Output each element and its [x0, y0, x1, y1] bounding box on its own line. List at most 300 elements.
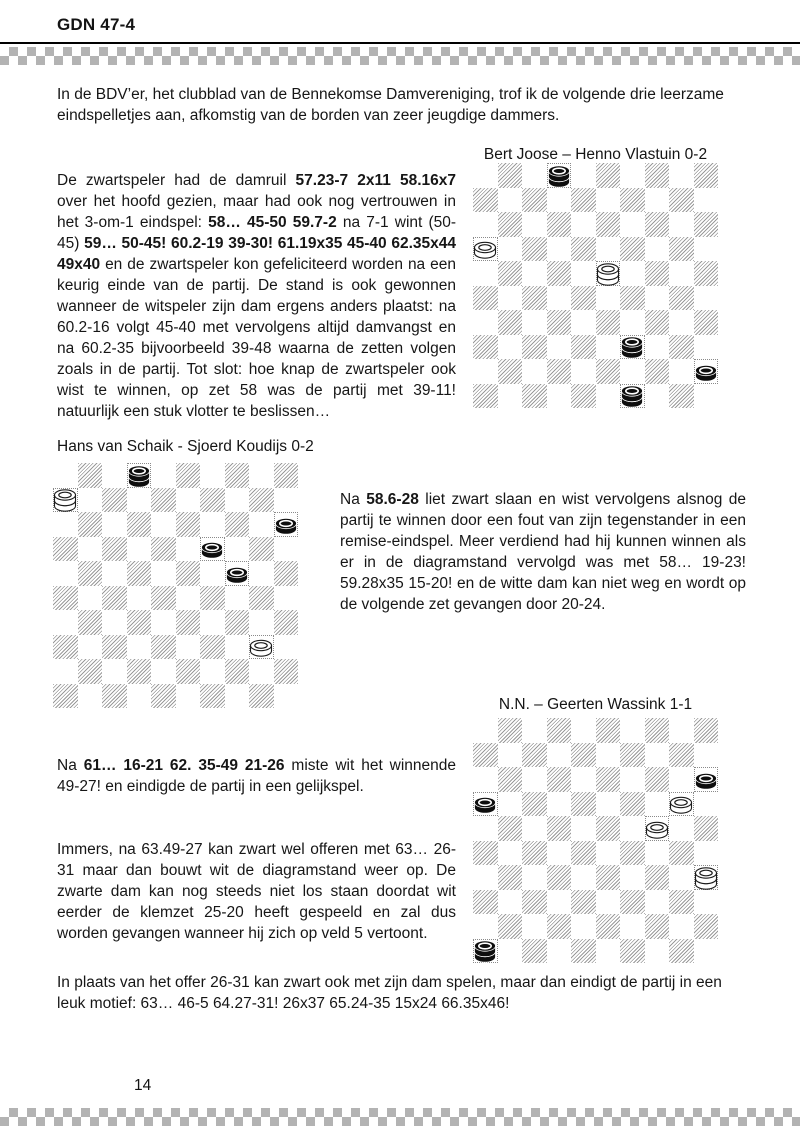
- light-square: [596, 286, 621, 311]
- dark-square: [645, 310, 670, 335]
- light-square: [596, 188, 621, 213]
- dark-square: [645, 865, 670, 890]
- light-square: [176, 488, 201, 513]
- dark-square: [522, 237, 547, 262]
- black-king-square-2: [547, 163, 572, 188]
- light-square: [645, 384, 670, 409]
- dark-square: [669, 335, 694, 360]
- light-square: [473, 310, 498, 335]
- dark-square: [176, 512, 201, 537]
- white-man-square-40: [249, 635, 274, 660]
- dark-square: [225, 512, 250, 537]
- dark-square: [522, 792, 547, 817]
- dark-square: [498, 310, 523, 335]
- dark-square: [78, 512, 103, 537]
- dark-square: [694, 212, 719, 237]
- light-square: [620, 865, 645, 890]
- light-square: [669, 914, 694, 939]
- white-man-square-20: [669, 792, 694, 817]
- light-square: [694, 237, 719, 262]
- dark-square: [620, 188, 645, 213]
- dark-square: [473, 841, 498, 866]
- dark-square: [620, 237, 645, 262]
- dark-square: [225, 463, 250, 488]
- black-king-square-49: [620, 384, 645, 409]
- dark-square: [151, 684, 176, 709]
- light-square: [571, 261, 596, 286]
- dark-square: [694, 816, 719, 841]
- dark-square: [547, 310, 572, 335]
- light-square: [78, 635, 103, 660]
- dark-square: [127, 659, 152, 684]
- light-square: [645, 939, 670, 964]
- light-square: [571, 163, 596, 188]
- light-square: [176, 586, 201, 611]
- light-square: [547, 335, 572, 360]
- dark-square: [645, 718, 670, 743]
- light-square: [473, 163, 498, 188]
- light-square: [151, 463, 176, 488]
- dark-square: [53, 684, 78, 709]
- dark-square: [200, 586, 225, 611]
- dark-square: [620, 939, 645, 964]
- light-square: [498, 335, 523, 360]
- light-square: [645, 743, 670, 768]
- dark-square: [78, 463, 103, 488]
- checker-piece: [472, 785, 498, 816]
- dark-square: [200, 488, 225, 513]
- light-square: [53, 659, 78, 684]
- light-square: [249, 561, 274, 586]
- light-square: [694, 188, 719, 213]
- white-man-square-24: [645, 816, 670, 841]
- light-square: [522, 212, 547, 237]
- light-square: [547, 890, 572, 915]
- dark-square: [78, 610, 103, 635]
- light-square: [522, 816, 547, 841]
- dark-square: [78, 561, 103, 586]
- light-square: [522, 865, 547, 890]
- dark-square: [53, 586, 78, 611]
- dark-square: [274, 610, 299, 635]
- dark-square: [547, 212, 572, 237]
- checker-piece: [693, 859, 719, 890]
- light-square: [571, 767, 596, 792]
- light-square: [151, 561, 176, 586]
- light-square: [571, 310, 596, 335]
- dark-square: [151, 635, 176, 660]
- light-square: [596, 384, 621, 409]
- black-man-square-16: [473, 792, 498, 817]
- white-man-square-16: [473, 237, 498, 262]
- light-square: [274, 684, 299, 709]
- black-man-square-19: [200, 537, 225, 562]
- page-title: GDN 47-4: [57, 15, 136, 34]
- dark-square: [498, 261, 523, 286]
- light-square: [571, 212, 596, 237]
- dark-square: [669, 841, 694, 866]
- dark-square: [571, 890, 596, 915]
- light-square: [620, 212, 645, 237]
- dark-square: [596, 163, 621, 188]
- light-square: [669, 163, 694, 188]
- light-square: [596, 890, 621, 915]
- light-square: [249, 512, 274, 537]
- dark-square: [669, 237, 694, 262]
- light-square: [151, 659, 176, 684]
- light-square: [274, 586, 299, 611]
- light-square: [53, 610, 78, 635]
- dark-square: [498, 163, 523, 188]
- light-square: [249, 659, 274, 684]
- checker-piece: [224, 555, 250, 586]
- light-square: [547, 792, 572, 817]
- dark-square: [102, 488, 127, 513]
- dark-square: [669, 939, 694, 964]
- light-square: [473, 359, 498, 384]
- light-square: [645, 286, 670, 311]
- checker-piece: [546, 157, 572, 188]
- dark-square: [274, 463, 299, 488]
- dark-square: [645, 767, 670, 792]
- dark-square: [694, 718, 719, 743]
- checker-piece: [693, 761, 719, 792]
- draughts-board-2: [53, 463, 298, 708]
- game1-paragraph: De zwartspeler had de damruil 57.23-7 2x11 58.16x7 over het hoofd gezien, maar had ook nog vertrouwen in het 3-om-1 eindspel: 58… 45-50 59.7-2 na 7-1 wint (50-45) 59… 50-45! 60.2-19 39-30! 61.19x35 45-40 62.35x44 49x40 en de zwartspeler kon gefeliciteerd worden na een keurig einde van de partij. De stand is ook gewonnen wanneer de witspeler zijn dam ergens anders plaatst: na 60.2-16 volgt 45-40 met vervolgens altijd damvangst en na 60.2-35 bijvoorbeeld 39-48 waarna de zetten volgen zoals in de partij. Tot slot: hoe knap de zwartspeler ook wist te winnen, op zet 58 was de partij met 39-11! natuurlijk een stuk vlotter te beslissen…: [57, 172, 457, 420]
- dark-square: [473, 384, 498, 409]
- light-square: [498, 792, 523, 817]
- light-square: [176, 684, 201, 709]
- dark-square: [596, 816, 621, 841]
- dark-square: [571, 335, 596, 360]
- light-square: [596, 792, 621, 817]
- dark-square: [176, 659, 201, 684]
- white-king-square-35: [694, 865, 719, 890]
- light-square: [200, 659, 225, 684]
- checker-piece: [668, 785, 694, 816]
- light-square: [571, 718, 596, 743]
- black-king-square-46: [473, 939, 498, 964]
- dark-square: [249, 537, 274, 562]
- dark-square: [669, 743, 694, 768]
- page-number: 14: [134, 1077, 152, 1094]
- dark-square: [547, 767, 572, 792]
- light-square: [498, 384, 523, 409]
- dark-square: [669, 890, 694, 915]
- light-square: [645, 335, 670, 360]
- light-square: [596, 841, 621, 866]
- dark-square: [522, 384, 547, 409]
- light-square: [498, 841, 523, 866]
- light-square: [547, 384, 572, 409]
- dark-square: [249, 684, 274, 709]
- light-square: [200, 561, 225, 586]
- light-square: [620, 718, 645, 743]
- light-square: [522, 359, 547, 384]
- dark-square: [151, 537, 176, 562]
- game2-heading: Hans van Schaik - Sjoerd Koudijs 0-2: [57, 438, 314, 455]
- light-square: [694, 939, 719, 964]
- dark-square: [200, 684, 225, 709]
- light-square: [620, 767, 645, 792]
- light-square: [151, 610, 176, 635]
- dark-square: [547, 816, 572, 841]
- light-square: [522, 767, 547, 792]
- checker-piece: [693, 353, 719, 384]
- white-king-square-6: [53, 488, 78, 513]
- dark-square: [522, 286, 547, 311]
- light-square: [498, 188, 523, 213]
- checker-piece: [199, 530, 225, 561]
- light-square: [127, 488, 152, 513]
- black-man-square-24: [225, 561, 250, 586]
- checker-piece: [248, 628, 274, 659]
- light-square: [694, 286, 719, 311]
- light-square: [694, 384, 719, 409]
- dark-square: [473, 743, 498, 768]
- light-square: [127, 684, 152, 709]
- light-square: [498, 237, 523, 262]
- light-square: [571, 359, 596, 384]
- dark-square: [596, 310, 621, 335]
- dark-square: [102, 684, 127, 709]
- dark-square: [225, 659, 250, 684]
- light-square: [274, 537, 299, 562]
- dark-square: [620, 286, 645, 311]
- checker-piece: [619, 377, 645, 408]
- light-square: [498, 890, 523, 915]
- light-square: [571, 816, 596, 841]
- light-square: [249, 463, 274, 488]
- dark-square: [498, 816, 523, 841]
- dark-square: [620, 743, 645, 768]
- checker-piece: [595, 255, 621, 286]
- intro-paragraph: In de BDV’er, het clubblad van de Bennekomse Damvereniging, trof ik de volgende drie leerzame eindspelletjes aan, afkomstig van de borden van zeer jeugdige dammers.: [57, 86, 724, 124]
- dark-square: [620, 792, 645, 817]
- light-square: [669, 310, 694, 335]
- draughts-board-1: [473, 163, 718, 408]
- light-square: [547, 237, 572, 262]
- game2-paragraph: Na 58.6-28 liet zwart slaan en wist vervolgens alsnog de partij te winnen door een fout van zijn tegenstander in een remise-eindspel. Meer verdiend had hij kunnen winnen als er in de diagramstand vervolgd was met 58… 19-23! 59.28x35 15-20! en de witte dam kan niet weg en wordt op de volgende zet gevangen door 20-24.: [340, 491, 746, 613]
- dark-square: [547, 718, 572, 743]
- black-man-square-45: [694, 359, 719, 384]
- dark-square: [176, 463, 201, 488]
- dark-square: [620, 890, 645, 915]
- dark-square: [645, 359, 670, 384]
- light-square: [669, 718, 694, 743]
- light-square: [53, 561, 78, 586]
- light-square: [645, 188, 670, 213]
- dark-square: [571, 743, 596, 768]
- light-square: [522, 261, 547, 286]
- light-square: [473, 718, 498, 743]
- dark-square: [571, 237, 596, 262]
- dark-square: [694, 914, 719, 939]
- checker-piece: [472, 932, 498, 963]
- light-square: [102, 512, 127, 537]
- light-square: [547, 743, 572, 768]
- dark-square: [694, 310, 719, 335]
- dark-square: [498, 767, 523, 792]
- light-square: [78, 586, 103, 611]
- dark-square: [473, 335, 498, 360]
- light-square: [78, 537, 103, 562]
- dark-square: [596, 718, 621, 743]
- light-square: [596, 939, 621, 964]
- dark-square: [645, 163, 670, 188]
- game3-heading: N.N. – Geerten Wassink 1-1: [498, 696, 693, 713]
- dark-square: [547, 359, 572, 384]
- dark-square: [571, 384, 596, 409]
- dark-square: [596, 767, 621, 792]
- black-man-square-15: [274, 512, 299, 537]
- game3-paragraph-1: Na 61… 16-21 62. 35-49 21-26 miste wit het winnende 49-27! en eindigde de partij in een gelijkspel.: [57, 757, 457, 795]
- light-square: [127, 537, 152, 562]
- light-square: [645, 841, 670, 866]
- light-square: [547, 841, 572, 866]
- light-square: [473, 865, 498, 890]
- dark-square: [274, 659, 299, 684]
- light-square: [151, 512, 176, 537]
- closing-paragraph: In plaats van het offer 26-31 kan zwart ook met zijn dam spelen, maar dan eindigt de partij in een leuk motief: 63… 46-5 64.27-31! 26x37 65.24-35 15x24 66.35x46!: [57, 974, 722, 1012]
- game1-heading: Bert Joose – Henno Vlastuin 0-2: [483, 146, 708, 163]
- dark-square: [102, 635, 127, 660]
- dark-square: [127, 610, 152, 635]
- light-square: [547, 286, 572, 311]
- light-square: [102, 610, 127, 635]
- light-square: [225, 488, 250, 513]
- light-square: [78, 488, 103, 513]
- dark-square: [645, 212, 670, 237]
- light-square: [102, 659, 127, 684]
- dark-square: [274, 561, 299, 586]
- dark-square: [249, 586, 274, 611]
- dark-square: [694, 261, 719, 286]
- dark-square: [571, 841, 596, 866]
- light-square: [102, 561, 127, 586]
- dark-square: [522, 188, 547, 213]
- dark-square: [127, 561, 152, 586]
- light-square: [498, 939, 523, 964]
- light-square: [571, 914, 596, 939]
- dark-square: [176, 561, 201, 586]
- checker-piece: [644, 810, 670, 841]
- light-square: [176, 635, 201, 660]
- checkered-band-top: [0, 47, 800, 65]
- dark-square: [571, 188, 596, 213]
- game3-paragraph-2: Immers, na 63.49-27 kan zwart wel offeren met 63… 26-31 maar dan bouwt wit de diagramstand weer op. De zwarte dam kan nog steeds niet los staan doordat wit eerder de klemzet 25-20 heeft gespeeld en zal dus worden gevangen wanneer hij zich op veld 5 vertoont.: [57, 841, 456, 942]
- dark-square: [547, 865, 572, 890]
- light-square: [200, 610, 225, 635]
- dark-square: [645, 261, 670, 286]
- dark-square: [596, 359, 621, 384]
- light-square: [620, 914, 645, 939]
- dark-square: [127, 512, 152, 537]
- dark-square: [151, 586, 176, 611]
- dark-square: [571, 939, 596, 964]
- light-square: [225, 684, 250, 709]
- light-square: [274, 635, 299, 660]
- light-square: [669, 261, 694, 286]
- light-square: [522, 914, 547, 939]
- dark-square: [694, 163, 719, 188]
- light-square: [620, 261, 645, 286]
- dark-square: [473, 188, 498, 213]
- light-square: [127, 586, 152, 611]
- dark-square: [53, 537, 78, 562]
- light-square: [176, 537, 201, 562]
- light-square: [669, 816, 694, 841]
- checker-piece: [619, 328, 645, 359]
- light-square: [522, 163, 547, 188]
- light-square: [596, 743, 621, 768]
- dark-square: [498, 914, 523, 939]
- dark-square: [571, 792, 596, 817]
- light-square: [127, 635, 152, 660]
- light-square: [78, 684, 103, 709]
- dark-square: [200, 635, 225, 660]
- draughts-board-3: [473, 718, 718, 963]
- light-square: [225, 586, 250, 611]
- dark-square: [53, 635, 78, 660]
- dark-square: [669, 384, 694, 409]
- dark-square: [102, 586, 127, 611]
- light-square: [620, 816, 645, 841]
- dark-square: [225, 610, 250, 635]
- light-square: [498, 286, 523, 311]
- light-square: [522, 310, 547, 335]
- dark-square: [620, 841, 645, 866]
- dark-square: [249, 488, 274, 513]
- checker-piece: [126, 457, 152, 488]
- light-square: [694, 890, 719, 915]
- black-king-square-2: [127, 463, 152, 488]
- checker-piece: [273, 506, 299, 537]
- dark-square: [78, 659, 103, 684]
- dark-square: [498, 718, 523, 743]
- dark-square: [522, 939, 547, 964]
- light-square: [645, 890, 670, 915]
- light-square: [498, 743, 523, 768]
- dark-square: [596, 212, 621, 237]
- light-square: [102, 463, 127, 488]
- dark-square: [669, 286, 694, 311]
- light-square: [522, 718, 547, 743]
- light-square: [473, 816, 498, 841]
- dark-square: [596, 914, 621, 939]
- dark-square: [498, 212, 523, 237]
- light-square: [669, 212, 694, 237]
- dark-square: [547, 261, 572, 286]
- light-square: [694, 792, 719, 817]
- light-square: [620, 163, 645, 188]
- header-rule: [0, 42, 800, 44]
- light-square: [596, 335, 621, 360]
- black-king-square-39: [620, 335, 645, 360]
- light-square: [669, 865, 694, 890]
- light-square: [571, 865, 596, 890]
- dark-square: [522, 335, 547, 360]
- checker-piece: [472, 230, 498, 261]
- checker-piece: [52, 481, 78, 512]
- dark-square: [498, 359, 523, 384]
- dark-square: [596, 865, 621, 890]
- dark-square: [522, 890, 547, 915]
- dark-square: [151, 488, 176, 513]
- dark-square: [669, 188, 694, 213]
- dark-square: [571, 286, 596, 311]
- checkered-band-bottom: [0, 1108, 800, 1126]
